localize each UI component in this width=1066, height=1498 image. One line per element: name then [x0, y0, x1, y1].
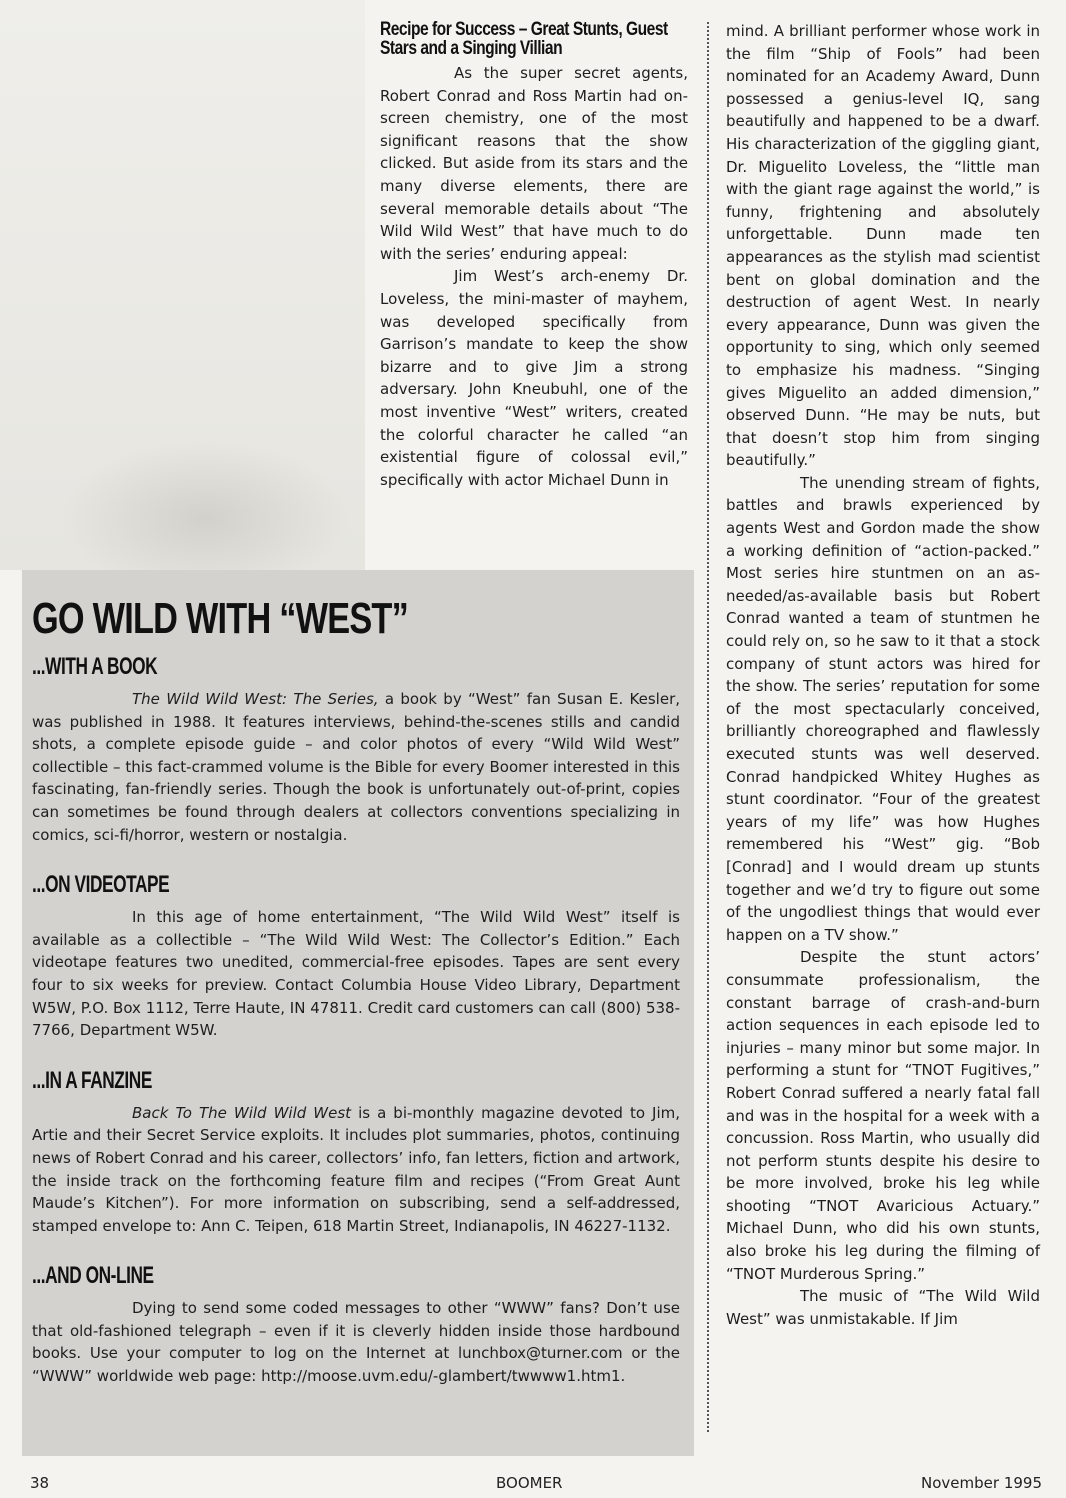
issue-date: November 1995 [921, 1474, 1042, 1492]
sidebar-heading-online: ...AND ON-LINE [32, 1262, 154, 1290]
page-number: 38 [30, 1474, 50, 1492]
paragraph: The unending stream of fights, battles and brawls experienced by agents West and Gordon made the show a working definition of “action-packed.” Most series hire stuntmen on an as-needed/as-available basis but Robert Conrad wanted a team of stuntmen he could rely on, so he saw to it that a stock company of stunt actors was hired for the show. The series’ reputation for some of the most spectacularly conceived, brilliantly choreographed and flawlessly executed stunts was well deserved. Conrad handpicked Whitey Hughes as stunt coordinator. “Four of the greatest years of my life” was how Hughes remembered his “West” gig. “Bob [Conrad] and I would dream up stunts together and we’d try to figure out some of the ungodliest things that would ever happen on a TV show.” [726, 473, 1040, 944]
fanzine-title: Back To The Wild Wild West [132, 1103, 352, 1122]
paragraph-rest: is a bi-monthly magazine devoted to Jim, Artie and their Secret Service exploits. It includes plot summaries, photos, continuing news of Robert Conrad and his career, collectors’ info, fan letters, fiction and artwork, the inside track on the forthcoming feature film and recipes (“From Great Aunt Maude’s Kitchen”). For more information on subscribing, send a self-addressed, stamped envelope to: Ann C. Teipen, 618 Martin Street, Indianapolis, IN 46227-1132. [32, 1103, 680, 1235]
sidebar-heading-fanzine: ...IN A FANZINE [32, 1066, 152, 1094]
book-title: The Wild Wild West: The Series, [132, 690, 379, 708]
sidebar-title: GO WILD WITH “WEST” [32, 594, 408, 643]
paragraph: As the super secret agents, Robert Conrad and Ross Martin had on-screen chemistry, one of the most significant reasons that the show clicked. But aside from its stars and the many diverse elements, there are several memorable details about “The Wild Wild West” that have much to do with the series’ enduring appeal: [380, 64, 688, 263]
article-column-2 [380, 20, 688, 491]
paragraph [32, 1102, 680, 1238]
photo-ghost-shape [60, 440, 350, 570]
column-3-text [726, 20, 1040, 1330]
paragraph: Dying to send some coded messages to other “WWW” fans? Don’t use that old-fashioned telegraph – even if it is cleverly hidden inside those hardbound books. Use your computer to log on the Internet at lunchbox@turner.com or the “WWW” worldwide web page: http://moose.uvm.edu/-glambert/twwww1.htm1. [32, 1299, 680, 1386]
column-2-text [380, 62, 688, 491]
article-column-3 [726, 20, 1040, 1330]
page-footer [22, 1474, 1042, 1496]
faded-photo [0, 0, 365, 570]
sidebar-section-online [32, 1263, 680, 1387]
section-heading: Recipe for Success – Great Stunts, Guest Stars and a Singing Villian [380, 19, 668, 59]
sidebar-text-fanzine [32, 1102, 680, 1238]
magazine-name: BOOMER [496, 1474, 563, 1492]
paragraph [32, 688, 680, 846]
paragraph-rest: a book by “West” fan Susan E. Kesler, was published in 1988. It features interviews, behind-the-scenes stills and candid shots, a complete episode guide – and color photos of every “Wild Wild West” collectible – this fact-crammed volume is the Bible for every Boomer interested in this fascinating, fan-friendly series. Though the book is unfortunately out-of-print, copies can sometimes be found through dealers at collectors conventions specializing in comics, sci-fi/horror, western or nostalgia. [32, 690, 681, 844]
paragraph: The music of “The Wild Wild West” was unmistakable. If Jim [726, 1287, 1040, 1328]
sidebar-heading-videotape: ...ON VIDEOTAPE [32, 871, 170, 899]
sidebar-section-videotape [32, 872, 680, 1042]
sidebar-box [22, 570, 694, 1456]
dotted-column-divider [707, 22, 709, 1432]
paragraph: mind. A brilliant performer whose work in the film “Ship of Fools” had been nominated for an Academy Award, Dunn possessed a genius-level IQ, sang beautifully and happened to be a dwarf. His characterization of the giggling giant, Dr. Miguelito Loveless, the “little man with the giant rage against the world,” is funny, frightening and absolutely unforgettable. Dunn made ten appearances as the stylish mad scientist bent on global domination and the destruction of agent West. In nearly every appearance, Dunn was given the opportunity to sing, which only seemed to emphasize his madness. “Singing gives Miguelito an added dimension,” observed Dunn. “He may be nuts, but that doesn’t stop him from singing beautifully.” [726, 22, 1040, 470]
sidebar-text-online [32, 1297, 680, 1387]
sidebar-text-book [32, 688, 680, 846]
paragraph: In this age of home entertainment, “The Wild Wild West” itself is available as a collectible – “The Wild Wild West: The Collector’s Edition.” Each videotape features two unedited, commercial-free episodes. Tapes are sent every four to six weeks for preview. Contact Columbia House Video Library, Department W5W, P.O. Box 1112, Terre Haute, IN 47811. Credit card customers can call (800) 538-7766, Department W5W. [32, 908, 680, 1040]
paragraph: Jim West’s arch-enemy Dr. Loveless, the mini-master of mayhem, was developed specifically from Garrison’s mandate to keep the show bizarre and to give Jim a strong adversary. John Kneubuhl, one of the most inventive “West” writers, created the colorful character he called “an existential figure of colossal evil,” specifically with actor Michael Dunn in [380, 267, 688, 489]
paragraph: Despite the stunt actors’ consummate professionalism, the constant barrage of crash-and-burn action sequences in each episode led to injuries – many minor but some major. In performing a stunt for “TNOT Fugitives,” Robert Conrad suffered a nearly fatal fall and was in the hospital for a week with a concussion. Ross Martin, who usually did not perform stunts despite his desire to be more involved, broke his leg while shooting “TNOT Avaricious Actuary.” Michael Dunn, who did his own stunts, also broke his leg during the filming of “TNOT Murderous Spring.” [726, 948, 1040, 1283]
sidebar-section-fanzine [32, 1068, 680, 1238]
sidebar-text-videotape [32, 906, 680, 1042]
sidebar-section-book [32, 654, 680, 846]
sidebar-heading-book: ...WITH A BOOK [32, 653, 158, 680]
